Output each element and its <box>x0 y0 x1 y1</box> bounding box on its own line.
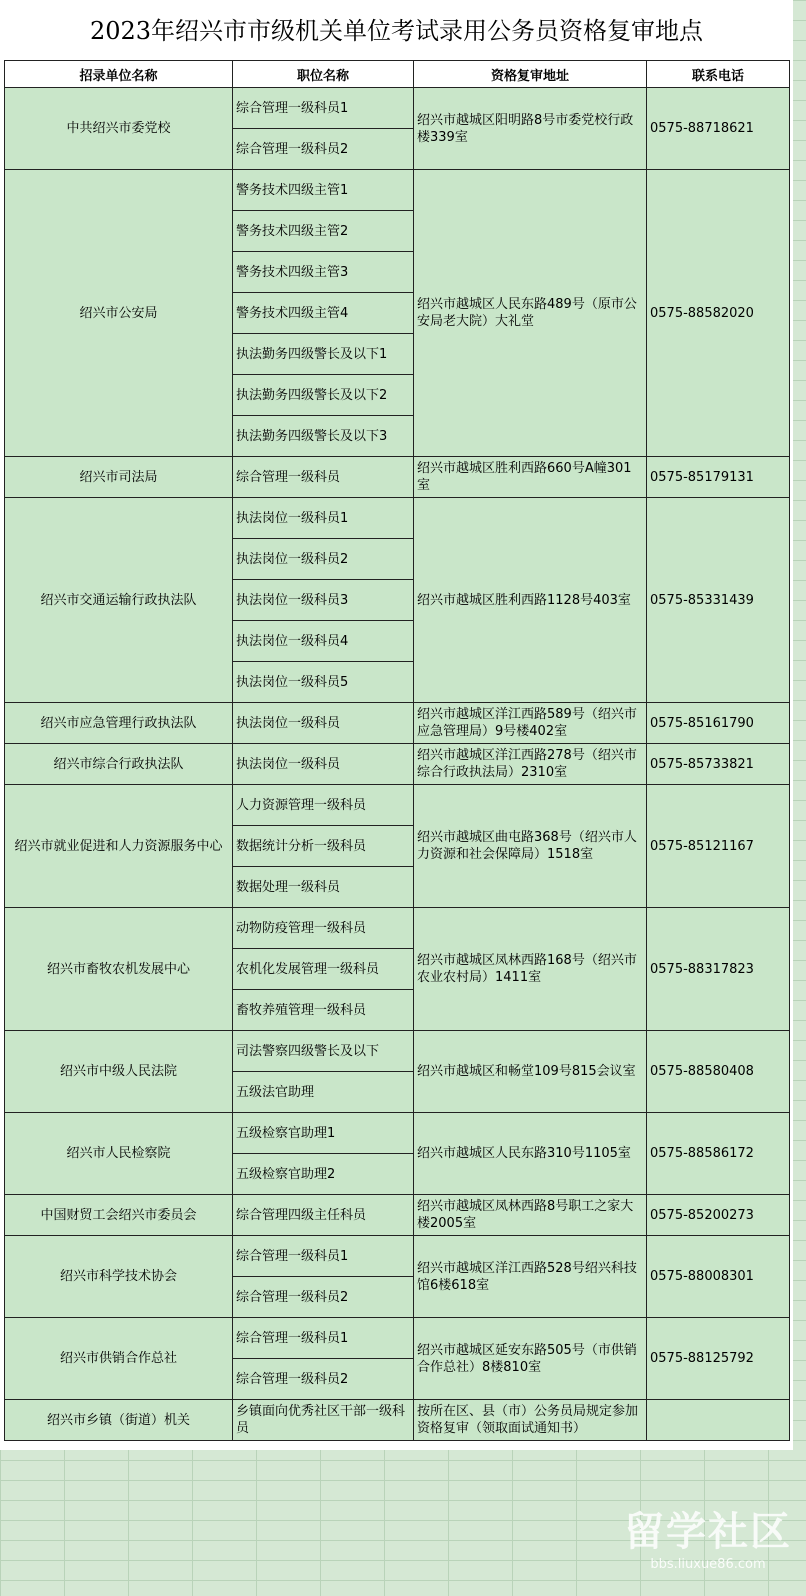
table-row <box>5 703 790 744</box>
phone-cell: 0575-85179131 <box>647 457 790 498</box>
phone-cell: 0575-85331439 <box>647 498 790 703</box>
unit-name-cell: 绍兴市综合行政执法队 <box>5 744 233 785</box>
address-cell: 绍兴市越城区人民东路310号1105室 <box>414 1113 647 1195</box>
phone-cell: 0575-88580408 <box>647 1031 790 1113</box>
table-row <box>5 1195 790 1236</box>
position-cell: 执法岗位一级科员4 <box>233 621 414 662</box>
unit-name-cell: 绍兴市就业促进和人力资源服务中心 <box>5 785 233 908</box>
review-location-table <box>4 60 790 1441</box>
position-cell: 畜牧养殖管理一级科员 <box>233 990 414 1031</box>
table-row <box>5 1236 790 1277</box>
table-row <box>5 1031 790 1072</box>
unit-name-cell: 绍兴市供销合作总社 <box>5 1318 233 1400</box>
address-cell: 绍兴市越城区洋江西路589号（绍兴市应急管理局）9号楼402室 <box>414 703 647 744</box>
phone-cell: 0575-88125792 <box>647 1318 790 1400</box>
position-cell: 五级检察官助理2 <box>233 1154 414 1195</box>
phone-cell: 0575-88718621 <box>647 88 790 170</box>
unit-name-cell: 中国财贸工会绍兴市委员会 <box>5 1195 233 1236</box>
address-cell: 绍兴市越城区凤林西路168号（绍兴市农业农村局）1411室 <box>414 908 647 1031</box>
table-row <box>5 457 790 498</box>
phone-cell: 0575-85200273 <box>647 1195 790 1236</box>
address-cell: 绍兴市越城区胜利西路1128号403室 <box>414 498 647 703</box>
unit-name-cell: 绍兴市司法局 <box>5 457 233 498</box>
position-cell: 执法勤务四级警长及以下1 <box>233 334 414 375</box>
position-cell: 综合管理四级主任科员 <box>233 1195 414 1236</box>
position-cell: 执法岗位一级科员1 <box>233 498 414 539</box>
phone-cell: 0575-88582020 <box>647 170 790 457</box>
position-cell: 综合管理一级科员 <box>233 457 414 498</box>
table-row <box>5 785 790 826</box>
address-cell: 绍兴市越城区洋江西路278号（绍兴市综合行政执法局）2310室 <box>414 744 647 785</box>
position-cell: 人力资源管理一级科员 <box>233 785 414 826</box>
position-cell: 司法警察四级警长及以下 <box>233 1031 414 1072</box>
header-position: 职位名称 <box>233 61 414 88</box>
phone-cell <box>647 1400 790 1441</box>
position-cell: 五级检察官助理1 <box>233 1113 414 1154</box>
position-cell: 数据统计分析一级科员 <box>233 826 414 867</box>
position-cell: 综合管理一级科员2 <box>233 1359 414 1400</box>
position-cell: 综合管理一级科员1 <box>233 88 414 129</box>
phone-cell: 0575-85733821 <box>647 744 790 785</box>
table-row <box>5 1400 790 1441</box>
phone-cell: 0575-88317823 <box>647 908 790 1031</box>
position-cell: 警务技术四级主管2 <box>233 211 414 252</box>
address-cell: 绍兴市越城区洋江西路528号绍兴科技馆6楼618室 <box>414 1236 647 1318</box>
header-row <box>5 61 790 88</box>
site-watermark <box>624 1500 792 1572</box>
phone-cell: 0575-88586172 <box>647 1113 790 1195</box>
position-cell: 数据处理一级科员 <box>233 867 414 908</box>
position-cell: 警务技术四级主管3 <box>233 252 414 293</box>
position-cell: 执法岗位一级科员3 <box>233 580 414 621</box>
position-cell: 综合管理一级科员2 <box>233 129 414 170</box>
position-cell: 执法岗位一级科员5 <box>233 662 414 703</box>
position-cell: 乡镇面向优秀社区干部一级科员 <box>233 1400 414 1441</box>
table-body <box>5 88 790 1441</box>
unit-name-cell: 绍兴市科学技术协会 <box>5 1236 233 1318</box>
unit-name-cell: 中共绍兴市委党校 <box>5 88 233 170</box>
position-cell: 警务技术四级主管1 <box>233 170 414 211</box>
address-cell: 绍兴市越城区曲屯路368号（绍兴市人力资源和社会保障局）1518室 <box>414 785 647 908</box>
address-cell: 按所在区、县（市）公务员局规定参加资格复审（领取面试通知书） <box>414 1400 647 1441</box>
unit-name-cell: 绍兴市乡镇（街道）机关 <box>5 1400 233 1441</box>
table-row <box>5 744 790 785</box>
table-row <box>5 170 790 211</box>
position-cell: 警务技术四级主管4 <box>233 293 414 334</box>
phone-cell: 0575-85121167 <box>647 785 790 908</box>
unit-name-cell: 绍兴市畜牧农机发展中心 <box>5 908 233 1031</box>
address-cell: 绍兴市越城区人民东路489号（原市公安局老大院）大礼堂 <box>414 170 647 457</box>
position-cell: 动物防疫管理一级科员 <box>233 908 414 949</box>
phone-cell: 0575-85161790 <box>647 703 790 744</box>
position-cell: 农机化发展管理一级科员 <box>233 949 414 990</box>
position-cell: 执法勤务四级警长及以下2 <box>233 375 414 416</box>
position-cell: 执法岗位一级科员 <box>233 744 414 785</box>
address-cell: 绍兴市越城区凤林西路8号职工之家大楼2005室 <box>414 1195 647 1236</box>
table-row <box>5 88 790 129</box>
position-cell: 综合管理一级科员1 <box>233 1318 414 1359</box>
watermark-logo-text: 留学社区 <box>624 1509 792 1555</box>
page-title: 2023年绍兴市市级机关单位考试录用公务员资格复审地点 <box>89 17 704 45</box>
table-row <box>5 498 790 539</box>
unit-name-cell: 绍兴市人民检察院 <box>5 1113 233 1195</box>
unit-name-cell: 绍兴市公安局 <box>5 170 233 457</box>
table-row <box>5 1113 790 1154</box>
address-cell: 绍兴市越城区阳明路8号市委党校行政楼339室 <box>414 88 647 170</box>
header-phone: 联系电话 <box>647 61 790 88</box>
phone-cell: 0575-88008301 <box>647 1236 790 1318</box>
table-row <box>5 1318 790 1359</box>
position-cell: 五级法官助理 <box>233 1072 414 1113</box>
address-cell: 绍兴市越城区延安东路505号（市供销合作总社）8楼810室 <box>414 1318 647 1400</box>
table-row <box>5 908 790 949</box>
unit-name-cell: 绍兴市应急管理行政执法队 <box>5 703 233 744</box>
header-unit: 招录单位名称 <box>5 61 233 88</box>
address-cell: 绍兴市越城区和畅堂109号815会议室 <box>414 1031 647 1113</box>
position-cell: 综合管理一级科员2 <box>233 1277 414 1318</box>
unit-name-cell: 绍兴市交通运输行政执法队 <box>5 498 233 703</box>
position-cell: 执法岗位一级科员 <box>233 703 414 744</box>
position-cell: 执法岗位一级科员2 <box>233 539 414 580</box>
header-address: 资格复审地址 <box>414 61 647 88</box>
watermark-url: bbs.liuxue86.com <box>650 1557 766 1572</box>
address-cell: 绍兴市越城区胜利西路660号A幢301室 <box>414 457 647 498</box>
position-cell: 执法勤务四级警长及以下3 <box>233 416 414 457</box>
position-cell: 综合管理一级科员1 <box>233 1236 414 1277</box>
unit-name-cell: 绍兴市中级人民法院 <box>5 1031 233 1113</box>
